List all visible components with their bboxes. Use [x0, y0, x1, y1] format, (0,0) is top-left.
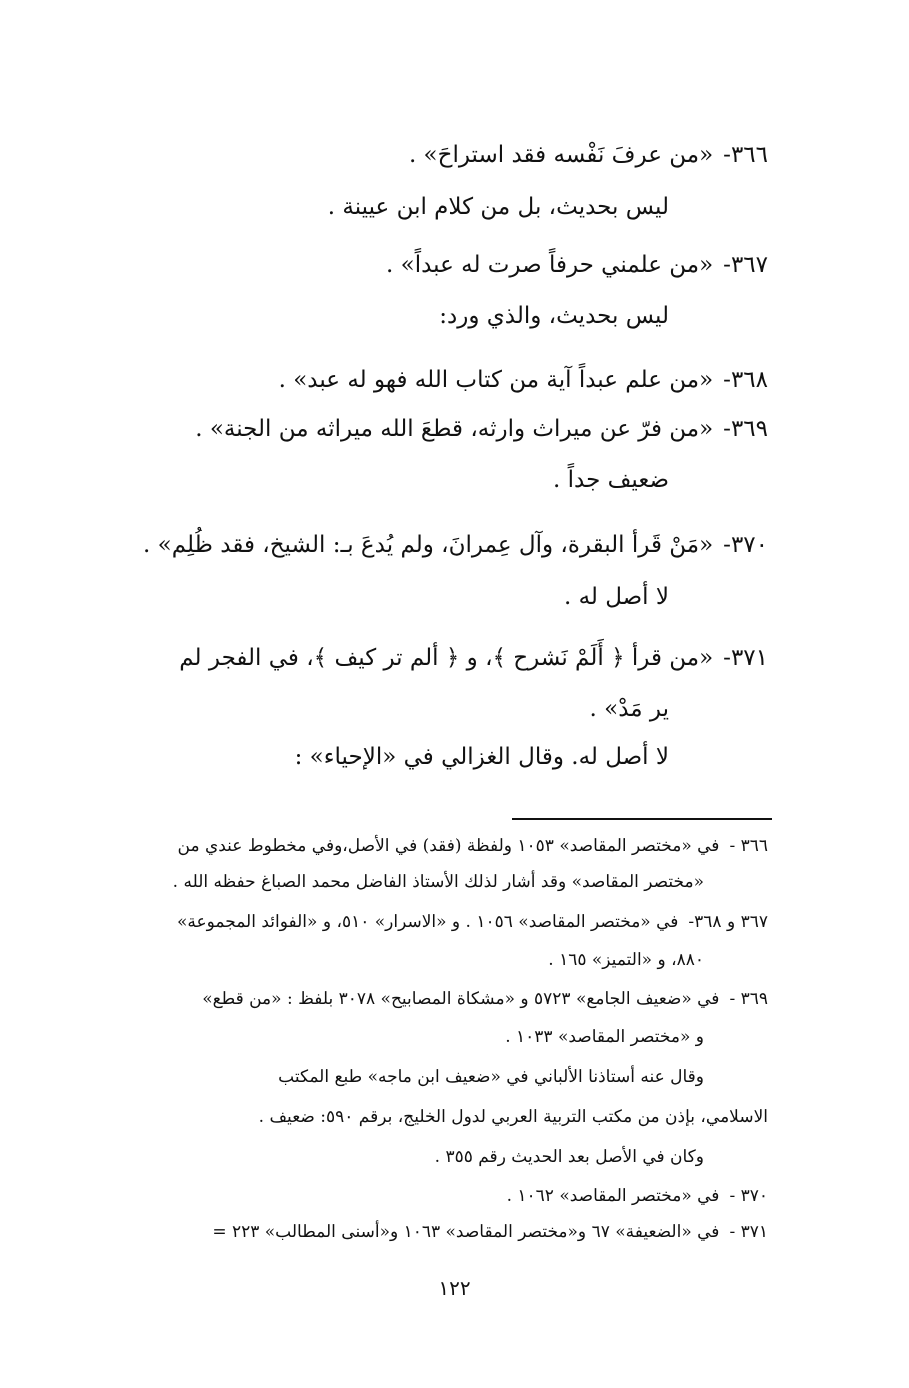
entry-number: ٣٦٦- [723, 142, 768, 168]
entry-370 [143, 532, 768, 558]
footnote-number: ٣٦٩ - [729, 989, 768, 1009]
entry-366-note: ليس بحديث، بل من كلام ابن عيينة . [327, 194, 669, 220]
entry-368 [279, 367, 768, 393]
footnote-369-extra-line3: وكان في الأصل بعد الحديث رقم ٣٥٥ . [434, 1147, 704, 1167]
footnote-369-extra-line1: وقال عنه أستاذنا الألباني في «ضعيف ابن ماجه» طبع المكتب [278, 1067, 704, 1087]
entry-371-continuation: ير مَدْ» . [589, 696, 669, 722]
page-number: ١٢٢ [438, 1276, 471, 1300]
footnote-number: ٣٧١ - [729, 1222, 768, 1242]
entry-number: ٣٦٧- [723, 252, 768, 278]
entry-number: ٣٧٠- [723, 532, 768, 558]
entry-text: «من فرّ عن ميراث وارثه، قطعَ الله ميراثه من الجنة» . [195, 416, 714, 442]
footnote-text: في «مختصر المقاصد» ١٠٦٢ . [506, 1186, 720, 1206]
footnote-366-line2: «مختصر المقاصد» وقد أشار لذلك الأستاذ الفاضل محمد الصباغ حفظه الله . [172, 872, 704, 892]
entry-370-note: لا أصل له . [563, 584, 669, 610]
entry-text: «من علمني حرفاً صرت له عبداً» . [386, 252, 714, 278]
footnote-369 [202, 989, 768, 1009]
footnote-369-line2: و «مختصر المقاصد» ١٠٣٣ . [505, 1027, 704, 1047]
entry-text: «من عرفَ نَفْسه فقد استراحَ» . [408, 142, 714, 168]
footnote-text: في «مختصر المقاصد» ١٠٥٣ ولفظة (فقد) في الأصل،وفي مخطوط عندي من [177, 836, 720, 856]
entry-text: «مَنْ قَرأ البقرة، وآل عِمرانَ، ولم يُدعَ بـ: الشيخ، فقد ظُلِم» . [143, 532, 714, 558]
footnote-367-368-line2: ٨٨٠، و «التميز» ١٦٥ . [548, 950, 704, 970]
entry-369 [195, 416, 768, 442]
footnote-text: في «مختصر المقاصد» ١٠٥٦ . و «الاسرار» ٥١٠، و «الفوائد المجموعة» [176, 912, 679, 932]
footnote-text: في «ضعيف الجامع» ٥٧٢٣ و «مشكاة المصابيح» ٣٠٧٨ بلفظ : «من قطع» [202, 989, 720, 1009]
entry-371-note: لا أصل له. وقال الغزالي في «الإحياء» : [294, 744, 669, 770]
footnote-369-extra-line2: الاسلامي، بإذن من مكتب التربية العربي لدول الخليج، برقم ٥٩٠: ضعيف . [258, 1107, 768, 1127]
entry-number: ٣٦٨- [723, 367, 768, 393]
entry-367-note: ليس بحديث، والذي ورد: [439, 303, 669, 329]
entry-366 [409, 142, 768, 168]
entry-371 [179, 645, 768, 671]
footnote-367-368 [177, 912, 768, 932]
footnote-text: في «الضعيفة» ٦٧ و«مختصر المقاصد» ١٠٦٣ و«أسنى المطالب» ٢٢٣ = [212, 1222, 720, 1242]
footnote-separator [512, 818, 772, 820]
footnote-371 [212, 1222, 768, 1242]
footnote-370 [507, 1186, 768, 1206]
entry-text: «من قرأ ﴿ أَلَمْ نَشرح ﴾، و ﴿ ألم تر كيف ﴾، في الفجر لم [179, 645, 714, 671]
entry-number: ٣٧١- [723, 645, 768, 671]
entry-367 [386, 252, 768, 278]
entry-369-note: ضعيف جداً . [553, 467, 669, 493]
footnote-number: ٣٦٦ - [729, 836, 768, 856]
footnote-366 [178, 836, 769, 856]
footnote-number: ٣٦٧ و ٣٦٨- [688, 912, 768, 932]
entry-number: ٣٦٩- [723, 416, 768, 442]
entry-text: «من علم عبداً آية من كتاب الله فهو له عبد» . [278, 367, 714, 393]
footnote-number: ٣٧٠ - [729, 1186, 768, 1206]
